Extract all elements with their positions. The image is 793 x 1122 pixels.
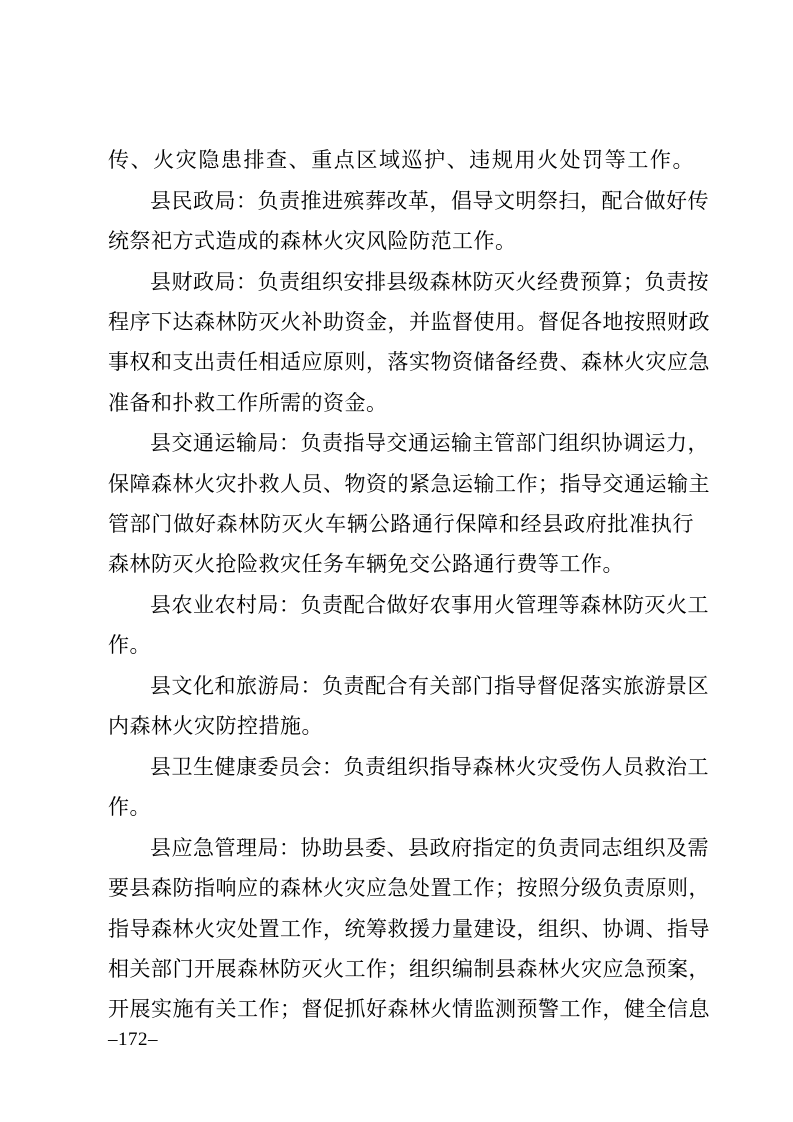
text-line: 程序下达森林防灭火补助资金，并监督使用。督促各地按照财政 — [108, 310, 710, 334]
text-line: 县卫生健康委员会：负责组织指导森林火灾受伤人员救治工 — [150, 755, 709, 779]
text-line: 相关部门开展森林防灭火工作；组织编制县森林火灾应急预案， — [108, 957, 710, 981]
text-line: 森林防灭火抢险救灾任务车辆免交公路通行费等工作。 — [108, 552, 624, 576]
text-line: 准备和扑救工作所需的资金。 — [108, 391, 388, 415]
text-line: 县交通运输局：负责指导交通运输主管部门组织协调运力， — [150, 431, 709, 455]
text-line: 县文化和旅游局：负责配合有关部门指导督促落实旅游景区 — [150, 674, 709, 698]
text-line: 内森林火灾防控措施。 — [108, 714, 323, 738]
text-line: 指导森林火灾处置工作，统筹救援力量建设，组织、协调、指导 — [108, 917, 710, 941]
page-number: –172– — [108, 1029, 158, 1050]
text-line: 作。 — [108, 633, 151, 657]
text-line: 事权和支出责任相适应原则，落实物资储备经费、森林火灾应急 — [108, 350, 710, 374]
text-line: 县农业农村局：负责配合做好农事用火管理等森林防灭火工 — [150, 593, 709, 617]
text-line: 开展实施有关工作；督促抓好森林火情监测预警工作，健全信息 — [108, 997, 710, 1021]
text-line: 传、火灾隐患排查、重点区域巡护、违规用火处罚等工作。 — [108, 148, 694, 172]
text-line: 县应急管理局：协助县委、县政府指定的负责同志组织及需 — [150, 836, 709, 860]
text-line: 管部门做好森林防灭火车辆公路通行保障和经县政府批准执行 — [108, 512, 694, 536]
text-line: 统祭祀方式造成的森林火灾风险防范工作。 — [108, 229, 517, 253]
text-line: 县财政局：负责组织安排县级森林防灭火经费预算；负责按 — [150, 270, 709, 294]
text-line: 要县森防指响应的森林火灾应急处置工作；按照分级负责原则， — [108, 876, 710, 900]
text-line: 保障森林火灾扑救人员、物资的紧急运输工作；指导交通运输主 — [108, 472, 710, 496]
text-line: 县民政局：负责推进殡葬改革，倡导文明祭扫，配合做好传 — [150, 189, 709, 213]
text-line: 作。 — [108, 795, 151, 819]
